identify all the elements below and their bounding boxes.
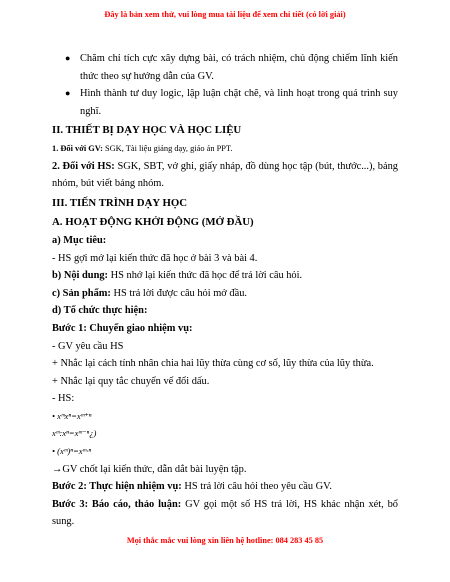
step1-line: - HS:: [52, 393, 75, 405]
step3-label: Bước 3: Báo cáo, thảo luận:: [52, 498, 182, 510]
formula-line: • (xᵐ)ⁿ=xᵐ·ⁿ: [52, 446, 92, 457]
content-label: b) Nội dung:: [52, 270, 109, 282]
step2-text: HS trả lời câu hỏi theo yêu cầu GV.: [184, 481, 332, 493]
content-text: HS nhớ lại kiến thức đã học để trả lời câu hỏi.: [110, 270, 303, 282]
gv-equipment: [52, 140, 398, 158]
gv-label: 1. Đối với GV:: [52, 143, 103, 153]
step1-label: Bước 1: Chuyển giao nhiệm vụ:: [52, 322, 193, 334]
product-text: HS trả lời được câu hỏi mở đầu.: [113, 287, 248, 299]
formula-line: • xᵐxⁿ=xᵐ⁺ⁿ: [52, 410, 92, 421]
bullet-text: Chăm chỉ tích cực xây dựng bài, có trách nhiệm, chủ động chiếm lĩnh kiến thức theo sự hướng dẫn của GV.: [80, 53, 398, 82]
hs-equipment: [52, 158, 398, 193]
section-heading: II. THIẾT BỊ DẠY HỌC VÀ HỌC LIỆU: [52, 124, 242, 137]
bullet-item: [52, 85, 398, 120]
step2-label: Bước 2: Thực hiện nhiệm vụ:: [52, 481, 182, 493]
objective-label: a) Mục tiêu:: [52, 234, 107, 246]
step3-line: [52, 496, 398, 531]
bullet-text: Hình thành tư duy logic, lập luận chặt chẽ, và linh hoạt trong quá trình suy nghĩ.: [80, 88, 398, 117]
gv-text: SGK, Tài liệu giảng dạy, giáo án PPT.: [104, 143, 233, 153]
objective-text: - HS gợi mở lại kiến thức đã học ở bài 3 và bài 4.: [52, 252, 258, 264]
step1-line: - GV yêu cầu HS: [52, 340, 124, 352]
document-page: [52, 50, 398, 531]
product-label: c) Sản phẩm:: [52, 287, 111, 299]
formula-line: xᵐ:xⁿ=xᵐ⁻ⁿ¿): [52, 428, 97, 439]
preview-banner: Đây là bản xem thử, vui lòng mua tài liệu để xem chi tiết (có lời giải): [104, 10, 346, 19]
hs-text: SGK, SBT, vở ghi, giấy nháp, đồ dùng học tập (bút, thước...), bảng nhóm, bút viết bảng nhóm.: [52, 160, 398, 190]
step3-text: GV gọi một số HS trả lời, HS khác nhận xét, bổ sung.: [52, 498, 398, 528]
organization-label: d) Tổ chức thực hiện:: [52, 305, 148, 317]
bullet-icon: ●: [65, 53, 71, 63]
bullet-icon: ●: [65, 88, 71, 99]
hotline-banner: Mọi thắc mắc vui lòng xin liên hệ hotline: 084 283 45 85: [126, 536, 324, 545]
content-line: [52, 267, 398, 285]
conclusion-line: →GV chốt lại kiến thức, dẫn dắt bài luyện tập.: [52, 463, 247, 475]
activity-heading: A. HOẠT ĐỘNG KHỞI ĐỘNG (MỞ ĐẦU): [52, 216, 254, 229]
step1-line: + Nhắc lại cách tính nhân chia hai lũy thừa cùng cơ số, lũy thừa của lũy thừa.: [52, 358, 374, 370]
bullet-item: [52, 50, 398, 85]
product-line: [52, 285, 398, 303]
section-heading: III. TIẾN TRÌNH DẠY HỌC: [52, 196, 188, 209]
step1-line: + Nhắc lại quy tắc chuyển vế đổi dấu.: [52, 375, 210, 387]
hs-label: 2. Đối với HS:: [52, 160, 115, 172]
step2-line: [52, 478, 398, 496]
